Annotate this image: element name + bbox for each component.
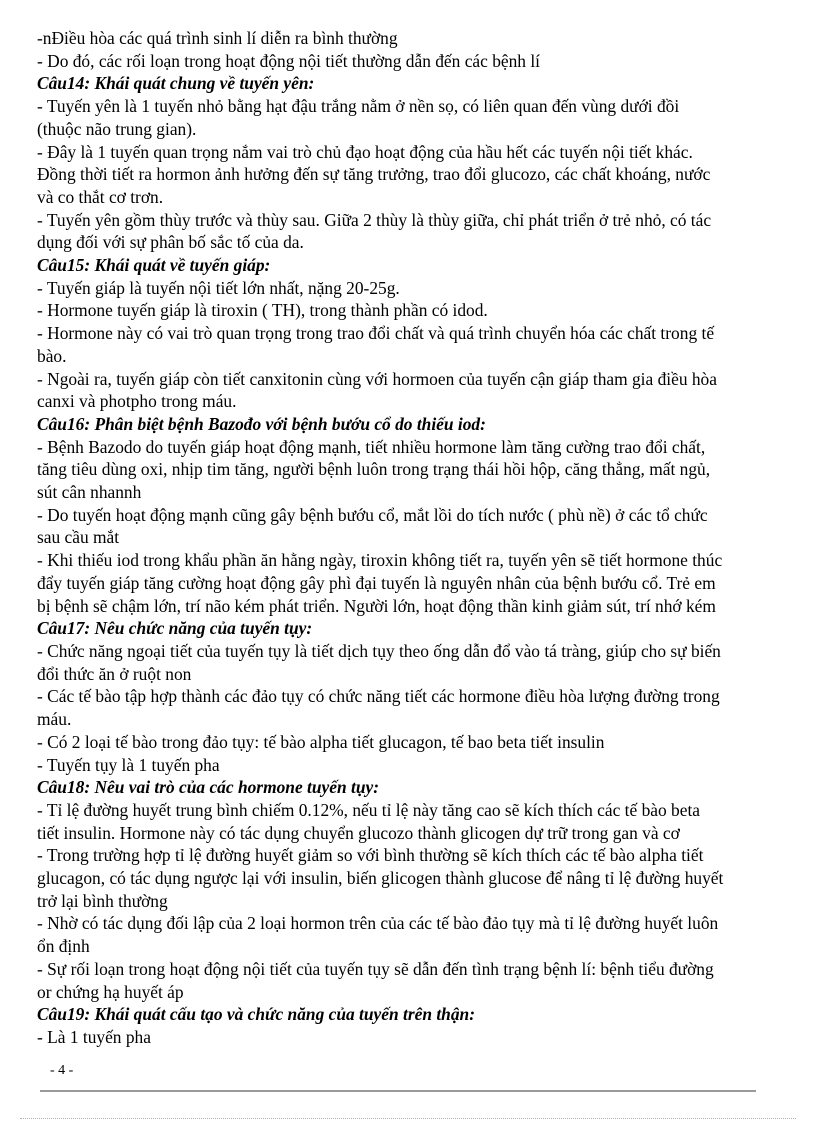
document-body (37, 27, 782, 1049)
text-line: canxi và photpho trong máu. (37, 391, 237, 412)
text-line: - Khi thiếu iod trong khẩu phần ăn hằng ngày, tiroxin không tiết ra, tuyến yên sẽ tiết hormone thúc (37, 550, 723, 571)
text-line: tăng tiêu dùng oxi, nhịp tim tăng, người bệnh luôn trong trạng thái hồi hộp, căng thẳng, mất ngủ, (37, 459, 711, 480)
text-line: - Tuyến yên là 1 tuyến nhỏ bằng hạt đậu trắng nằm ở nền sọ, có liên quan đến vùng dưới đồi (37, 96, 680, 117)
text-line: - Chức năng ngoại tiết của tuyến tụy là tiết dịch tụy theo ống dẫn đổ vào tá tràng, giúp cho sự biến (37, 640, 721, 661)
text-line: - Bệnh Bazodo do tuyến giáp hoạt động mạnh, tiết nhiều hormone làm tăng cường trao đổi chất, (37, 436, 706, 457)
text-line: - Hormone tuyến giáp là tiroxin ( TH), trong thành phần có idod. (37, 300, 488, 321)
text-line: -nĐiều hòa các quá trình sinh lí diễn ra bình thường (37, 28, 398, 48)
section-heading: Câu14: Khái quát chung về tuyến yên: (37, 73, 315, 94)
text-line: - Tuyến tụy là 1 tuyến pha (37, 754, 220, 775)
text-line: - Tỉ lệ đường huyết trung bình chiếm 0.12%, nếu tỉ lệ này tăng cao sẽ kích thích các tế bào beta (37, 799, 701, 820)
text-line: or chứng hạ huyết áp (37, 981, 184, 1002)
section-heading: Câu18: Nêu vai trò của các hormone tuyến tụy: (37, 777, 380, 798)
text-line: dụng đối với sự phân bố sắc tố của da. (37, 232, 304, 253)
text-line: - Tuyến yên gồm thùy trước và thùy sau. Giữa 2 thùy là thùy giữa, chỉ phát triển ở trẻ nhỏ, có tác (37, 209, 712, 230)
text-line: - Là 1 tuyến pha (37, 1026, 151, 1047)
section-heading: Câu17: Nêu chức năng của tuyến tụy: (37, 618, 313, 639)
page-bottom-dotted-line (20, 1118, 796, 1119)
text-line: - Có 2 loại tế bào trong đảo tụy: tế bào alpha tiết glucagon, tế bao beta tiết insulin (37, 731, 605, 752)
text-line: bào. (37, 345, 67, 366)
text-line: - Nhờ có tác dụng đối lập của 2 loại hormon trên của các tế bào đảo tụy mà tỉ lệ đường huyết luôn (37, 913, 719, 934)
text-line: - Sự rối loạn trong hoạt động nội tiết của tuyến tụy sẽ dẫn đến tình trạng bệnh lí: bệnh tiểu đường (37, 958, 714, 979)
text-line: - Do đó, các rối loạn trong hoạt động nội tiết thường dẫn đến các bệnh lí (37, 50, 541, 71)
text-line: - Đây là 1 tuyến quan trọng nắm vai trò chủ đạo hoạt động của hầu hết các tuyến nội tiết khác. (37, 141, 693, 162)
text-line: - Ngoài ra, tuyến giáp còn tiết canxitonin cùng với hormoen của tuyến cận giáp tham gia điều hòa (37, 368, 717, 389)
text-line: (thuộc não trung gian). (37, 118, 197, 139)
text-line: sút cân nhannh (37, 482, 142, 503)
text-line: trở lại bình thường (37, 890, 168, 911)
text-line: tiết insulin. Hormone này có tác dụng chuyển glucozo thành glicogen dự trữ trong gan và cơ (37, 822, 680, 843)
page-number: - 4 - (50, 1063, 74, 1078)
text-line: đổi thức ăn ở ruột non (37, 663, 192, 684)
text-line: đẩy tuyến giáp tăng cường hoạt động gây phì đại tuyến là nguyên nhân của bệnh bướu cổ. Trẻ em (37, 572, 716, 593)
text-line: máu. (37, 709, 72, 730)
text-line: Đồng thời tiết ra hormon ảnh hưởng đến sự tăng trưởng, trao đổi glucozo, các chất khoáng, nước (37, 164, 711, 185)
text-line: glucagon, có tác dụng ngược lại với insulin, biến glicogen thành glucose để nâng tỉ lệ đường huyết (37, 868, 724, 889)
text-line: và co thắt cơ trơn. (37, 186, 164, 207)
text-line: bị bệnh sẽ chậm lớn, trí não kém phát triển. Người lớn, hoạt động thần kinh giảm sút, trí nhớ kém (37, 595, 716, 616)
text-line: - Do tuyến hoạt động mạnh cũng gây bệnh bướu cổ, mắt lồi do tích nước ( phù nề) ở các tổ chức (37, 504, 708, 525)
text-line: - Hormone này có vai trò quan trọng trong trao đổi chất và quá trình chuyển hóa các chất trong tế (37, 323, 715, 344)
section-heading: Câu15: Khái quát về tuyến giáp: (37, 255, 271, 276)
text-line: sau cầu mắt (37, 527, 120, 548)
section-heading: Câu19: Khái quát cấu tạo và chức năng của tuyến trên thận: (37, 1004, 476, 1025)
text-line: - Tuyến giáp là tuyến nội tiết lớn nhất, nặng 20-25g. (37, 277, 400, 298)
footer-rule (40, 1090, 756, 1092)
text-line: ổn định (37, 936, 90, 957)
text-line: - Các tế bào tập hợp thành các đảo tụy có chức năng tiết các hormone điều hòa lượng đường trong (37, 686, 720, 707)
text-line: - Trong trường hợp tỉ lệ đường huyết giảm so với bình thường sẽ kích thích các tế bào alpha tiết (37, 845, 704, 866)
section-heading: Câu16: Phân biệt bệnh Bazođo với bệnh bướu cổ do thiếu iod: (37, 413, 486, 434)
